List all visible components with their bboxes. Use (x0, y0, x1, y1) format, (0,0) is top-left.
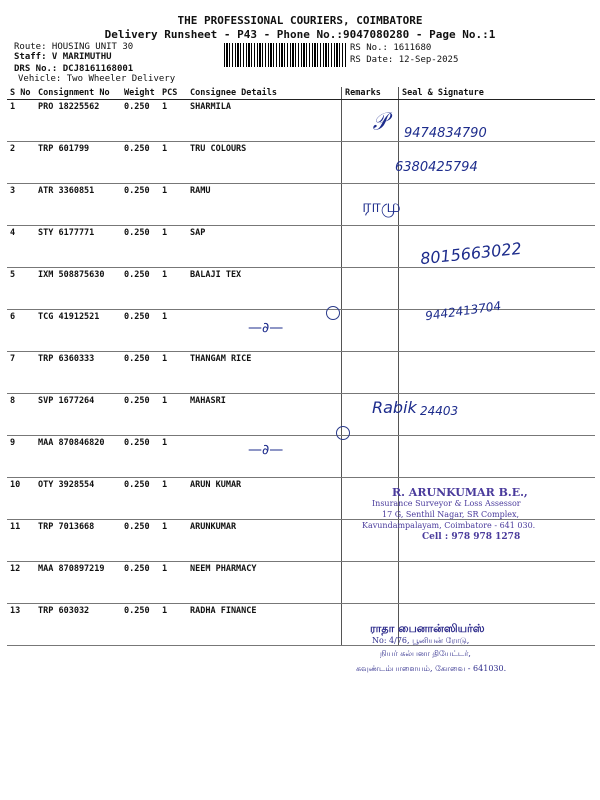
rs-date: RS Date: 12-Sep-2025 (350, 55, 459, 65)
stamp-arunkumar-title: Insurance Surveyor & Loss Assessor (372, 499, 521, 508)
stamp-arunkumar-name: R. ARUNKUMAR B.E., (392, 486, 528, 499)
handwritten-phone-4: 8015663022 (419, 238, 523, 269)
cell-consignee: BALAJI TEX (187, 268, 342, 310)
cell-weight: 0.250 (121, 604, 159, 646)
handwritten-name-3: ராமு (362, 196, 401, 217)
col-consignment: Consignment No (35, 87, 121, 100)
drs-number: DRS No.: DCJ8161168001 (14, 64, 134, 74)
company-title: THE PROFESSIONAL COURIERS, COIMBATORE (177, 14, 423, 27)
table-row (7, 604, 595, 646)
cell-consignee: NEEM PHARMACY (187, 562, 342, 604)
cell-consignment: MAA 870846820 (35, 436, 121, 478)
cell-sno: 10 (7, 478, 35, 520)
cell-seal (399, 436, 596, 478)
col-weight: Weight (121, 87, 159, 100)
barcode-image (224, 43, 346, 67)
cell-consignee: ARUN KUMAR (187, 478, 342, 520)
cell-seal (399, 562, 596, 604)
cell-remarks (342, 310, 399, 352)
rs-number: RS No.: 1611680 (350, 43, 432, 53)
cell-pcs: 1 (159, 478, 187, 520)
staff: Staff: V MARIMUTHU (14, 52, 112, 62)
cell-weight: 0.250 (121, 478, 159, 520)
handwritten-phone-1: 9474834790 (404, 126, 487, 141)
col-sno: S No (7, 87, 35, 100)
cell-pcs: 1 (159, 604, 187, 646)
stamp-arunkumar-cell: Cell : 978 978 1278 (422, 532, 521, 542)
signature-1: 𝒫 (370, 109, 390, 136)
cell-sno: 9 (7, 436, 35, 478)
cell-weight: 0.250 (121, 226, 159, 268)
col-remarks: Remarks (342, 87, 399, 100)
cell-consignment: TRP 7013668 (35, 520, 121, 562)
cell-weight: 0.250 (121, 394, 159, 436)
cell-sno: 1 (7, 100, 35, 142)
handwritten-phone-5: 9442413704 (424, 298, 502, 324)
cell-weight: 0.250 (121, 100, 159, 142)
handwritten-phone-8: 24403 (420, 404, 459, 418)
table-row (7, 142, 595, 184)
cell-consignment: TRP 603032 (35, 604, 121, 646)
cell-seal (399, 184, 596, 226)
cell-pcs: 1 (159, 184, 187, 226)
cell-pcs: 1 (159, 394, 187, 436)
cell-remarks (342, 142, 399, 184)
cell-pcs: 1 (159, 436, 187, 478)
cell-sno: 7 (7, 352, 35, 394)
cell-sno: 6 (7, 310, 35, 352)
cell-pcs: 1 (159, 520, 187, 562)
cell-seal (399, 352, 596, 394)
cell-pcs: 1 (159, 268, 187, 310)
table-row (7, 436, 595, 478)
stamp-arunkumar-address-2: Kavundampalayam, Coimbatore - 641 030. (362, 521, 536, 530)
col-pcs: PCS (159, 87, 187, 100)
cell-consignee: SAP (187, 226, 342, 268)
cell-consignment: TRP 6360333 (35, 352, 121, 394)
cell-remarks (342, 562, 399, 604)
cell-sno: 11 (7, 520, 35, 562)
table-row (7, 352, 595, 394)
table-row (7, 310, 595, 352)
cell-consignment: PRO 18225562 (35, 100, 121, 142)
cell-consignment: MAA 870897219 (35, 562, 121, 604)
cell-consignee: RADHA FINANCE (187, 604, 342, 646)
cell-consignment: TRP 601799 (35, 142, 121, 184)
table-row (7, 100, 595, 142)
cell-weight: 0.250 (121, 352, 159, 394)
cell-pcs: 1 (159, 226, 187, 268)
cell-consignee: THANGAM RICE (187, 352, 342, 394)
stamp-radha-name: ராதா பைனான்ஸியர்ஸ் (370, 622, 485, 635)
cell-weight: 0.250 (121, 562, 159, 604)
cell-remarks (342, 268, 399, 310)
col-seal: Seal & Signature (399, 87, 596, 100)
cell-weight: 0.250 (121, 142, 159, 184)
cell-pcs: 1 (159, 142, 187, 184)
remarks-scribble-9: —∂— (248, 442, 284, 458)
stamp-radha-address-3: கவுண்டம்பாளையம், கோவை - 641030. (356, 664, 507, 673)
cell-sno: 3 (7, 184, 35, 226)
col-consignee: Consignee Details (187, 87, 342, 100)
cell-consignment: STY 6177771 (35, 226, 121, 268)
cell-consignee: ARUNKUMAR (187, 520, 342, 562)
cell-weight: 0.250 (121, 436, 159, 478)
cell-consignment: TCG 41912521 (35, 310, 121, 352)
table-row (7, 184, 595, 226)
cell-sno: 4 (7, 226, 35, 268)
cell-sno: 13 (7, 604, 35, 646)
table-row (7, 268, 595, 310)
route: Route: HOUSING UNIT 30 (14, 42, 134, 52)
cell-consignment: ATR 3360851 (35, 184, 121, 226)
runsheet-title: Delivery Runsheet - P43 - Phone No.:9047080280 - Page No.:1 (104, 28, 496, 41)
cell-consignment: SVP 1677264 (35, 394, 121, 436)
cell-consignment: OTY 3928554 (35, 478, 121, 520)
cell-remarks (342, 436, 399, 478)
vehicle: Vehicle: Two Wheeler Delivery (18, 74, 176, 84)
cell-pcs: 1 (159, 310, 187, 352)
cell-sno: 2 (7, 142, 35, 184)
cell-pcs: 1 (159, 100, 187, 142)
cell-weight: 0.250 (121, 520, 159, 562)
cell-consignment: IXM 508875630 (35, 268, 121, 310)
cell-pcs: 1 (159, 352, 187, 394)
circle-mark-9 (336, 426, 350, 440)
cell-sno: 8 (7, 394, 35, 436)
cell-pcs: 1 (159, 562, 187, 604)
cell-weight: 0.250 (121, 310, 159, 352)
remarks-scribble-6: —∂— (248, 320, 284, 336)
stamp-radha-address-1: No: 4/76, பூனியன் ரோடு, (372, 636, 470, 645)
table-header-row (7, 87, 595, 100)
table-row (7, 394, 595, 436)
stamp-radha-address-2: நியர் கல்பனா தியேட்டர், (380, 649, 471, 658)
handwritten-signature-8: Rabik (372, 398, 417, 417)
circle-mark-6 (326, 306, 340, 320)
table-row (7, 562, 595, 604)
cell-remarks (342, 100, 399, 142)
cell-sno: 5 (7, 268, 35, 310)
cell-remarks (342, 352, 399, 394)
cell-sno: 12 (7, 562, 35, 604)
cell-consignee: TRU COLOURS (187, 142, 342, 184)
cell-weight: 0.250 (121, 184, 159, 226)
cell-consignee: SHARMILA (187, 100, 342, 142)
runsheet-table (7, 87, 595, 646)
cell-remarks (342, 226, 399, 268)
stamp-arunkumar-address-1: 17 G, Senthil Nagar, SR Complex, (382, 510, 520, 519)
cell-weight: 0.250 (121, 268, 159, 310)
cell-consignee: RAMU (187, 184, 342, 226)
handwritten-phone-2: 6380425794 (395, 160, 478, 175)
cell-consignee: MAHASRI (187, 394, 342, 436)
